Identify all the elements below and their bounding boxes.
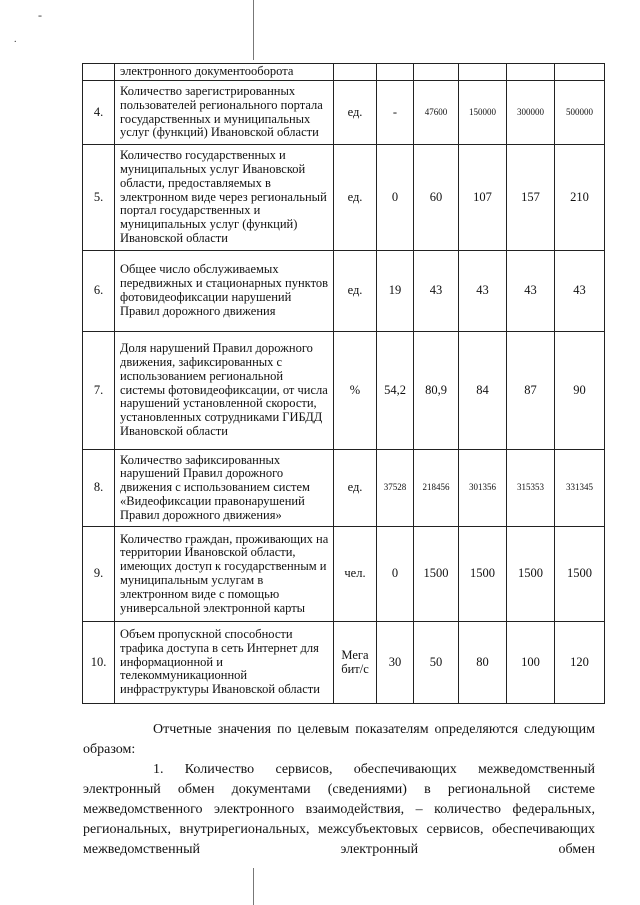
item-1-paragraph: 1. Количество сервисов, обеспечивающих межведомственный электронный обмен документами (сведениями) в региональной системе межведомственного электронного взаимодействия, – количество федеральных, региональных, внутрирегиональных, межсубъектовых сервисов, обеспечивающих межведомственный электронный обмен — [83, 762, 595, 857]
table-row-continuation — [83, 64, 605, 81]
cell-value — [507, 64, 555, 81]
cell-value: 30 — [377, 622, 414, 704]
cell-value: 80 — [459, 622, 507, 704]
cell-unit: ед. — [334, 450, 377, 527]
cell-value: 43 — [414, 251, 459, 332]
cell-value: 19 — [377, 251, 414, 332]
cell-value: 60 — [414, 145, 459, 251]
fold-line-top — [253, 0, 254, 60]
cell-value: 90 — [555, 332, 605, 450]
cell-value: 84 — [459, 332, 507, 450]
cell-value: 107 — [459, 145, 507, 251]
cell-value: 43 — [507, 251, 555, 332]
table-row — [83, 622, 605, 704]
cell-value — [555, 64, 605, 81]
table-row — [83, 251, 605, 332]
cell-indicator-name: Объем пропускной способности трафика доступа в сеть Интернет для информационной и телекоммуникационной инфраструктуры Ивановской области — [115, 622, 334, 704]
cell-value: 1500 — [414, 527, 459, 622]
cell-value: 80,9 — [414, 332, 459, 450]
cell-value: 50 — [414, 622, 459, 704]
cell-value: 87 — [507, 332, 555, 450]
cell-num: 8. — [83, 450, 115, 527]
cell-value: 315353 — [507, 450, 555, 527]
table-row — [83, 527, 605, 622]
cell-unit — [334, 64, 377, 81]
table-row — [83, 332, 605, 450]
cell-value: 1500 — [555, 527, 605, 622]
cell-value: 1500 — [459, 527, 507, 622]
cell-value: 54,2 — [377, 332, 414, 450]
cell-value: 47600 — [414, 81, 459, 145]
cell-value — [459, 64, 507, 81]
cell-unit: ед. — [334, 81, 377, 145]
cell-value: 301356 — [459, 450, 507, 527]
cell-indicator-name: Количество государственных и муниципальных услуг Ивановской области, предоставляемых в электронном виде через региональный портал государственных и муниципальных услуг (функций) Ивановской области — [115, 145, 334, 251]
cell-value: 300000 — [507, 81, 555, 145]
cell-value: 0 — [377, 527, 414, 622]
table-row — [83, 450, 605, 527]
cell-value: 1500 — [507, 527, 555, 622]
cell-num: 7. — [83, 332, 115, 450]
cell-num: 10. — [83, 622, 115, 704]
cell-value: 37528 — [377, 450, 414, 527]
cell-indicator-name: Количество зарегистрированных пользователей регионального портала государственных и муниципальных услуг (функций) Ивановской области — [115, 81, 334, 145]
cell-num: 6. — [83, 251, 115, 332]
scan-dot: . — [14, 34, 17, 45]
cell-indicator-name: Доля нарушений Правил дорожного движения, зафиксированных с использованием региональной системы фотовидеофиксации, от числа нарушений установленной скорости, установленных сотрудниками ГИБДД Ивановской области — [115, 332, 334, 450]
cell-value: 0 — [377, 145, 414, 251]
cell-num: 4. — [83, 81, 115, 145]
cell-value: 500000 — [555, 81, 605, 145]
cell-value: 100 — [507, 622, 555, 704]
cell-value: 43 — [459, 251, 507, 332]
cell-indicator-name: Количество зафиксированных нарушений Правил дорожного движения с использованием систем «Видеофиксации правонарушений Правил дорожного движения» — [115, 450, 334, 527]
cell-num: 9. — [83, 527, 115, 622]
cell-value: 150000 — [459, 81, 507, 145]
cell-unit: % — [334, 332, 377, 450]
cell-unit: чел. — [334, 527, 377, 622]
cell-value — [377, 64, 414, 81]
intro-paragraph: Отчетные значения по целевым показателям определяются следующим образом: — [83, 722, 595, 757]
cell-unit: ед. — [334, 145, 377, 251]
cell-value: - — [377, 81, 414, 145]
cell-value: 218456 — [414, 450, 459, 527]
cell-value: 120 — [555, 622, 605, 704]
cell-unit: ед. — [334, 251, 377, 332]
cell-value — [414, 64, 459, 81]
cell-num: 5. — [83, 145, 115, 251]
cell-num — [83, 64, 115, 81]
cell-unit: Мега бит/с — [334, 622, 377, 704]
cell-value: 331345 — [555, 450, 605, 527]
cell-indicator-name: Общее число обслуживаемых передвижных и стационарных пунктов фотовидеофиксации нарушений Правил дорожного движения — [115, 251, 334, 332]
cell-indicator-name: электронного документооборота — [115, 64, 334, 81]
cell-indicator-name: Количество граждан, проживающих на территории Ивановской области, имеющих доступ к государственным и муниципальным услугам в электронном виде с помощью универсальной электронной карты — [115, 527, 334, 622]
table-row — [83, 145, 605, 251]
table-row — [83, 81, 605, 145]
fold-line-bottom — [253, 868, 254, 905]
scan-mark: - — [38, 8, 42, 22]
indicators-table — [82, 63, 605, 704]
cell-value: 43 — [555, 251, 605, 332]
cell-value: 210 — [555, 145, 605, 251]
cell-value: 157 — [507, 145, 555, 251]
